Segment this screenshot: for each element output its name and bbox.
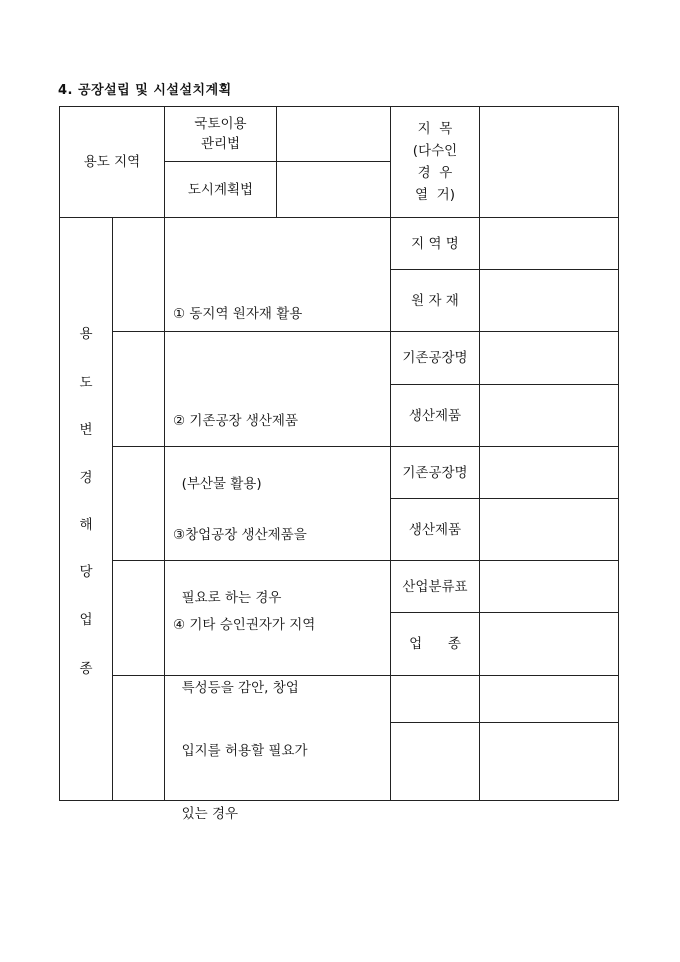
value-cell[interactable] xyxy=(480,218,618,269)
law1-line1: 국토이용 xyxy=(194,116,247,132)
value-cell[interactable] xyxy=(480,499,618,560)
row2-desc-line: ② 기존공장 생산제품 xyxy=(173,413,299,429)
zoning-label: 용도 지역 xyxy=(83,154,141,170)
value-cell[interactable] xyxy=(480,447,618,498)
value-cell[interactable] xyxy=(480,270,618,331)
vertical-char: 업 xyxy=(79,612,93,628)
row2-desc-line: (부산물 활용) xyxy=(173,476,262,492)
value-cell[interactable] xyxy=(480,723,618,800)
row4-desc-line: 특성등을 감안, 창업 xyxy=(173,680,299,696)
vertical-char: 변 xyxy=(79,422,93,438)
law2-label: 도시계획법 xyxy=(187,181,254,198)
row4-field1-label: 산업분류표 xyxy=(402,578,468,595)
value-cell[interactable] xyxy=(113,447,164,560)
law1-line2: 관리법 xyxy=(200,136,241,152)
value-cell[interactable] xyxy=(113,676,164,800)
row4-desc-line: ④ 기타 승인권자가 지역 xyxy=(173,617,316,633)
value-cell[interactable] xyxy=(480,332,618,384)
value-cell[interactable] xyxy=(165,676,390,800)
row1-field1-label: 지 역 명 xyxy=(411,235,459,252)
row4-desc-line: 입지를 허용할 필요가 xyxy=(173,743,308,759)
row1-field2-label: 원 자 재 xyxy=(411,292,459,309)
row3-field1-label: 기존공장명 xyxy=(402,464,468,481)
value-cell[interactable] xyxy=(480,385,618,446)
land-category-value[interactable] xyxy=(480,107,618,217)
law1-label xyxy=(165,107,276,161)
row3-desc-line: ③창업공장 생산제품을 xyxy=(173,527,307,543)
value-cell[interactable] xyxy=(480,561,618,612)
row4-field2-label: 업 종 xyxy=(409,636,461,652)
value-cell[interactable] xyxy=(391,723,479,800)
vertical-char: 용 xyxy=(79,326,93,342)
land-category-line3: 경 우 xyxy=(417,165,453,181)
row2-field1-label: 기존공장명 xyxy=(402,350,468,366)
section-title: 4. 공장설립 및 시설설치계획 xyxy=(58,83,232,98)
row3-field2-label: 생산제품 xyxy=(408,521,462,538)
vertical-char: 경 xyxy=(79,470,93,486)
land-category-line2: (다수인 xyxy=(412,143,458,159)
row1-desc-line: ① 동지역 원자재 활용 xyxy=(173,306,303,322)
row1-description xyxy=(173,264,302,344)
land-category-line4: 열 거) xyxy=(415,187,455,203)
land-category-line1: 지 목 xyxy=(417,121,453,137)
row4-desc-line: 있는 경우 xyxy=(173,806,239,822)
vertical-char: 종 xyxy=(79,661,93,677)
value-cell[interactable] xyxy=(113,561,164,675)
value-cell[interactable] xyxy=(113,332,164,446)
vertical-char: 도 xyxy=(79,375,93,391)
value-cell[interactable] xyxy=(480,676,618,722)
law2-value[interactable] xyxy=(277,162,390,217)
value-cell[interactable] xyxy=(113,218,164,331)
row3-desc-line: 필요로 하는 경우 xyxy=(173,590,282,606)
land-category-label xyxy=(391,107,479,217)
value-cell[interactable] xyxy=(480,613,618,675)
vertical-char: 당 xyxy=(79,564,93,580)
row2-field2-label: 생산제품 xyxy=(408,407,462,424)
vertical-char: 해 xyxy=(79,517,93,533)
law1-value[interactable] xyxy=(277,107,390,161)
value-cell[interactable] xyxy=(391,676,479,722)
